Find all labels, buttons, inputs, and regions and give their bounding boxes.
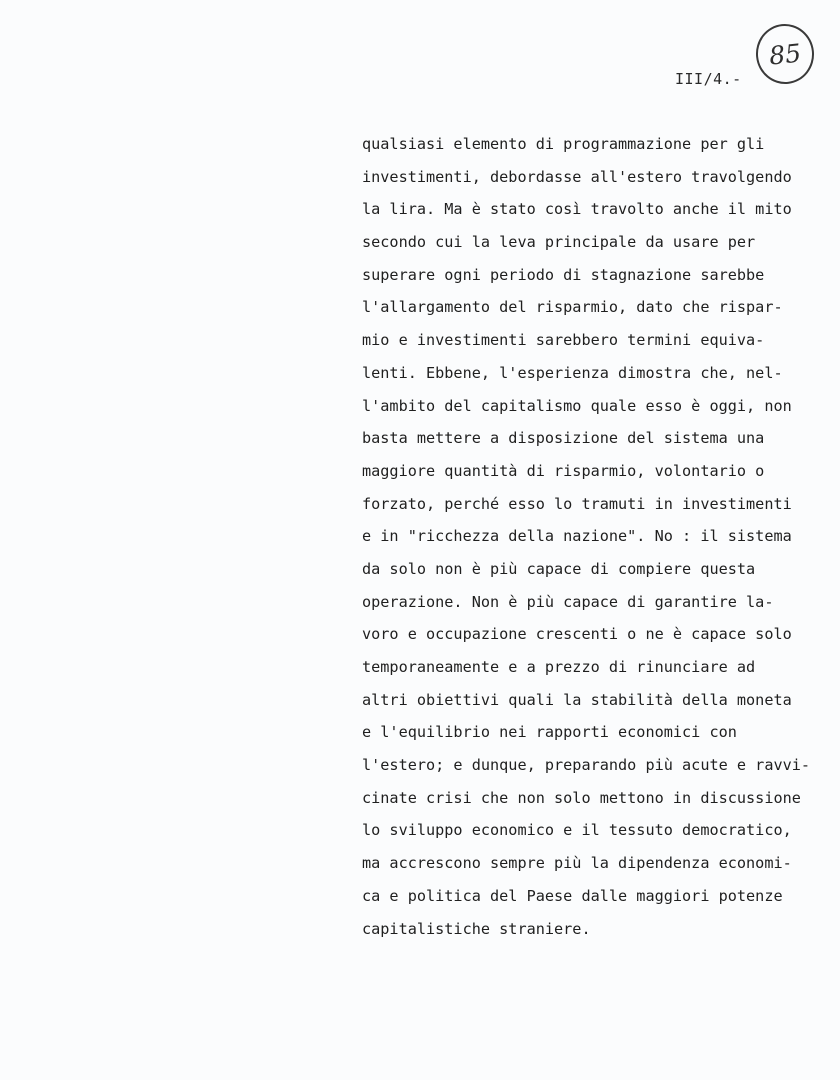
text-line: operazione. Non è più capace di garantire la- [362, 592, 774, 611]
text-line: qualsiasi elemento di programmazione per gli [362, 135, 765, 153]
text-line: e l'equilibrio nei rapporti economici con [362, 723, 737, 742]
text-line: la lira. Ma è stato così travolto anche il mito [362, 200, 792, 219]
text-line: secondo cui la leva principale da usare per [362, 233, 756, 252]
text-line: l'allargamento del risparmio, dato che rispar- [362, 298, 783, 317]
folio-number-stamp: 85 [753, 21, 817, 87]
text-line: superare ogni periodo di stagnazione sarebbe [362, 265, 765, 284]
text-line: ca e politica del Paese dalle maggiori potenze [362, 886, 783, 905]
text-line: lenti. Ebbene, l'esperienza dimostra che, nel- [362, 363, 783, 382]
text-line: da solo non è più capace di compiere questa [362, 559, 756, 578]
text-line: maggiore quantità di risparmio, volontario o [362, 461, 765, 480]
text-line: forzato, perché esso lo tramuti in investimenti [362, 494, 792, 513]
text-line: mio e investimenti sarebbero termini equiva- [362, 331, 765, 350]
page-reference: III/4.- [675, 70, 742, 88]
text-line: lo sviluppo economico e il tessuto democratico, [362, 821, 792, 840]
text-line: investimenti, debordasse all'estero travolgendo [362, 167, 792, 186]
bleed-through-mark [20, 615, 84, 683]
text-line: basta mettere a disposizione del sistema una [362, 429, 765, 448]
text-line: capitalistiche straniere. [362, 919, 591, 938]
text-line: cinate crisi che non solo mettono in discussione [362, 788, 801, 807]
text-line: ma accrescono sempre più la dipendenza economi- [362, 854, 792, 873]
text-line: l'estero; e dunque, preparando più acute e ravvi- [362, 756, 811, 775]
text-line: altri obiettivi quali la stabilità della moneta [362, 690, 792, 709]
text-line: temporaneamente e a prezzo di rinunciare ad [362, 658, 756, 676]
text-line: voro e occupazione crescenti o ne è capace solo [362, 625, 792, 644]
body-text [362, 132, 832, 949]
bleed-through-mark [30, 680, 110, 765]
text-line: e in "ricchezza della nazione". No : il sistema [362, 527, 792, 546]
text-line: l'ambito del capitalismo quale esso è oggi, non [362, 396, 792, 415]
